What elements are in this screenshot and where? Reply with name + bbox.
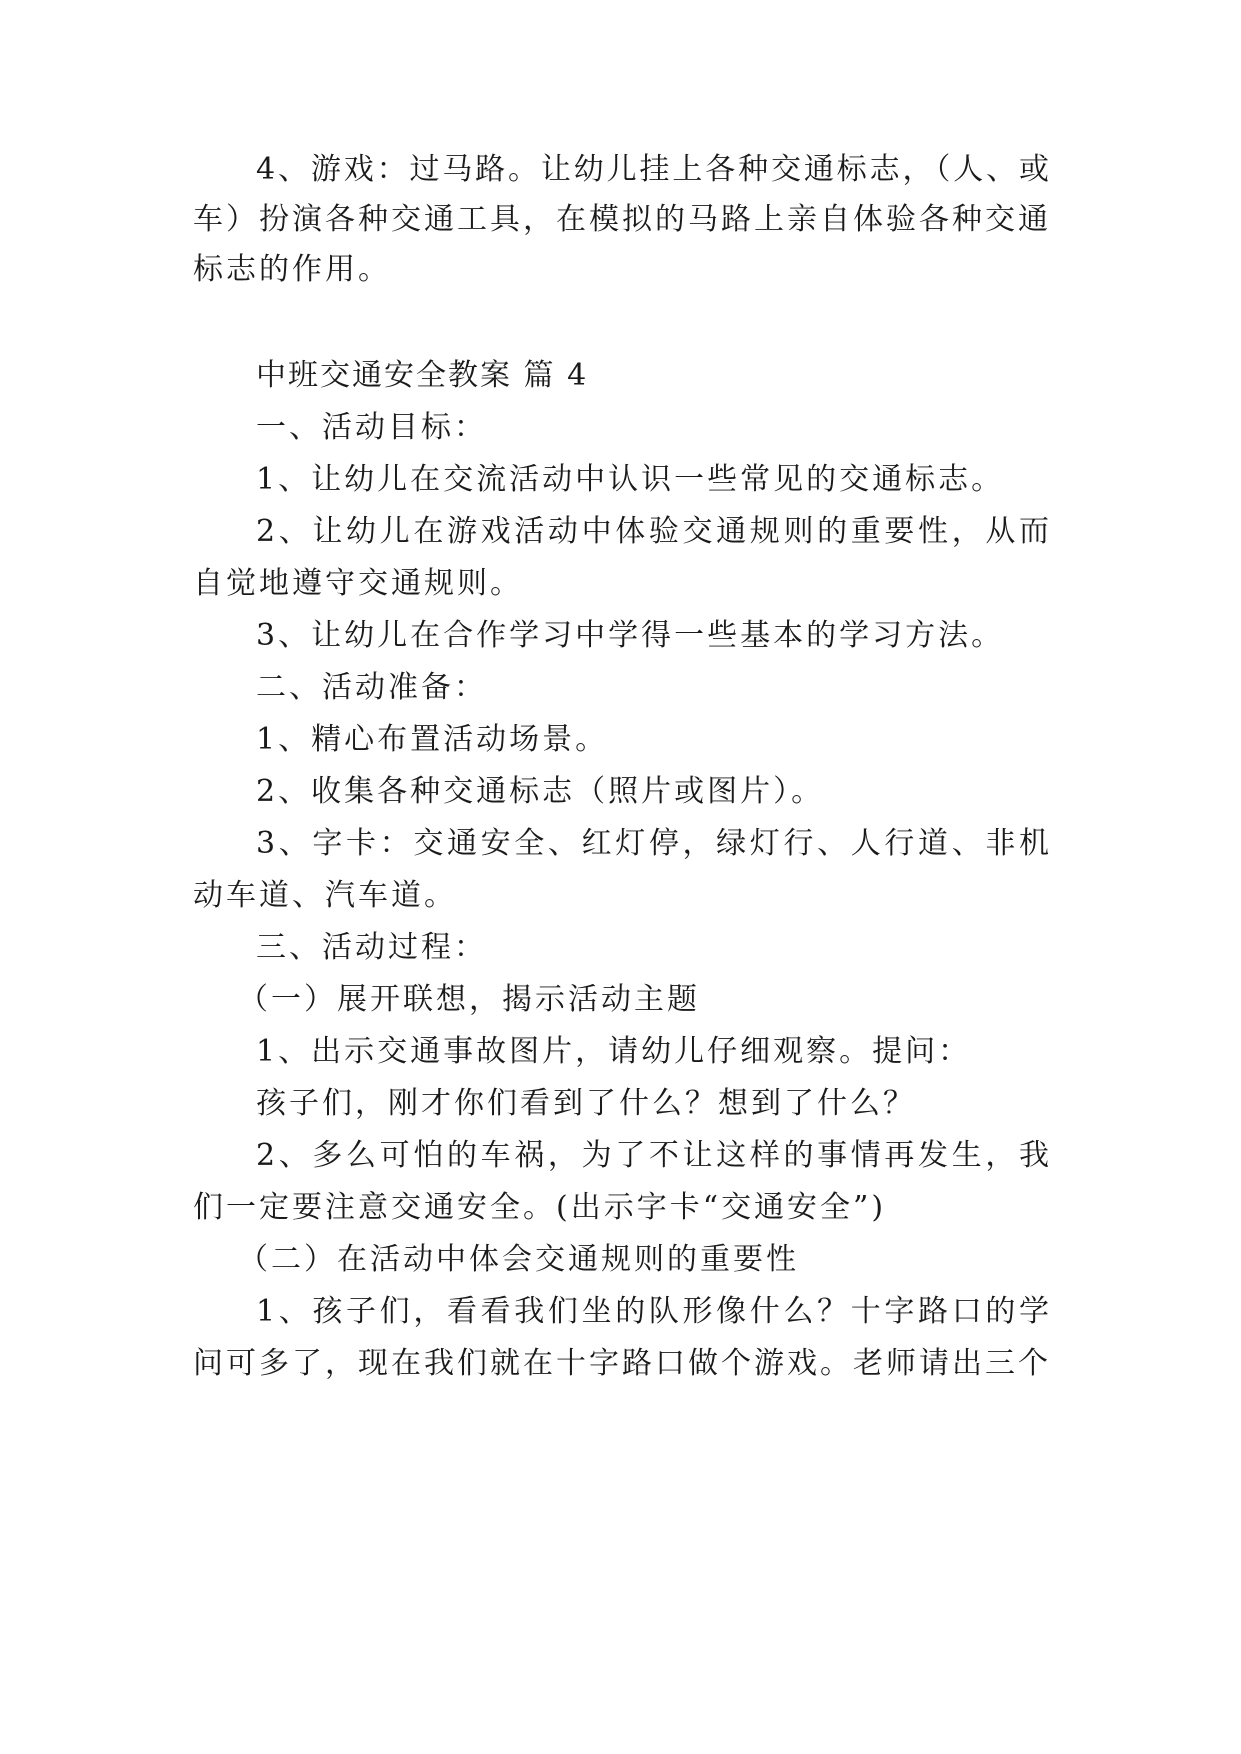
list-item: 2、多么可怕的车祸，为了不让这样的事情再发生，我	[256, 1138, 1049, 1173]
list-item: 3、字卡：交通安全、红灯停，绿灯行、人行道、非机	[256, 826, 1049, 861]
paragraph-line: 们一定要注意交通安全。(出示字卡“交通安全”)	[193, 1190, 887, 1225]
subsection-heading: （二）在活动中体会交通规则的重要性	[238, 1242, 799, 1277]
paragraph-line: 车）扮演各种交通工具，在模拟的马路上亲自体验各种交通	[193, 202, 1048, 237]
paragraph-line: 标志的作用。	[193, 252, 391, 287]
list-item: 3、让幼儿在合作学习中学得一些基本的学习方法。	[256, 618, 1005, 653]
subsection-heading: 三、活动过程：	[256, 930, 487, 965]
list-item: 1、精心布置活动场景。	[256, 722, 609, 757]
list-item: 2、收集各种交通标志（照片或图片）。	[256, 774, 825, 809]
list-item: 2、让幼儿在游戏活动中体验交通规则的重要性，从而	[256, 514, 1049, 549]
subsection-heading: （一）展开联想，揭示活动主题	[238, 982, 700, 1017]
subsection-heading: 一、活动目标：	[256, 410, 487, 445]
paragraph-line: 自觉地遵守交通规则。	[193, 566, 523, 601]
paragraph-line: 孩子们，刚才你们看到了什么？想到了什么？	[256, 1086, 916, 1121]
paragraph-line: 动车道、汽车道。	[193, 878, 457, 913]
paragraph-line: 4、游戏：过马路。让幼儿挂上各种交通标志，（人、或	[256, 152, 1049, 187]
list-item: 1、出示交通事故图片，请幼儿仔细观察。提问：	[256, 1034, 972, 1069]
section-heading: 中班交通安全教案 篇 4	[256, 358, 589, 393]
list-item: 1、让幼儿在交流活动中认识一些常见的交通标志。	[256, 462, 1005, 497]
paragraph-line: 问可多了，现在我们就在十字路口做个游戏。老师请出三个	[193, 1346, 1048, 1381]
list-item: 1、孩子们，看看我们坐的队形像什么？十字路口的学	[256, 1294, 1049, 1329]
subsection-heading: 二、活动准备：	[256, 670, 487, 705]
